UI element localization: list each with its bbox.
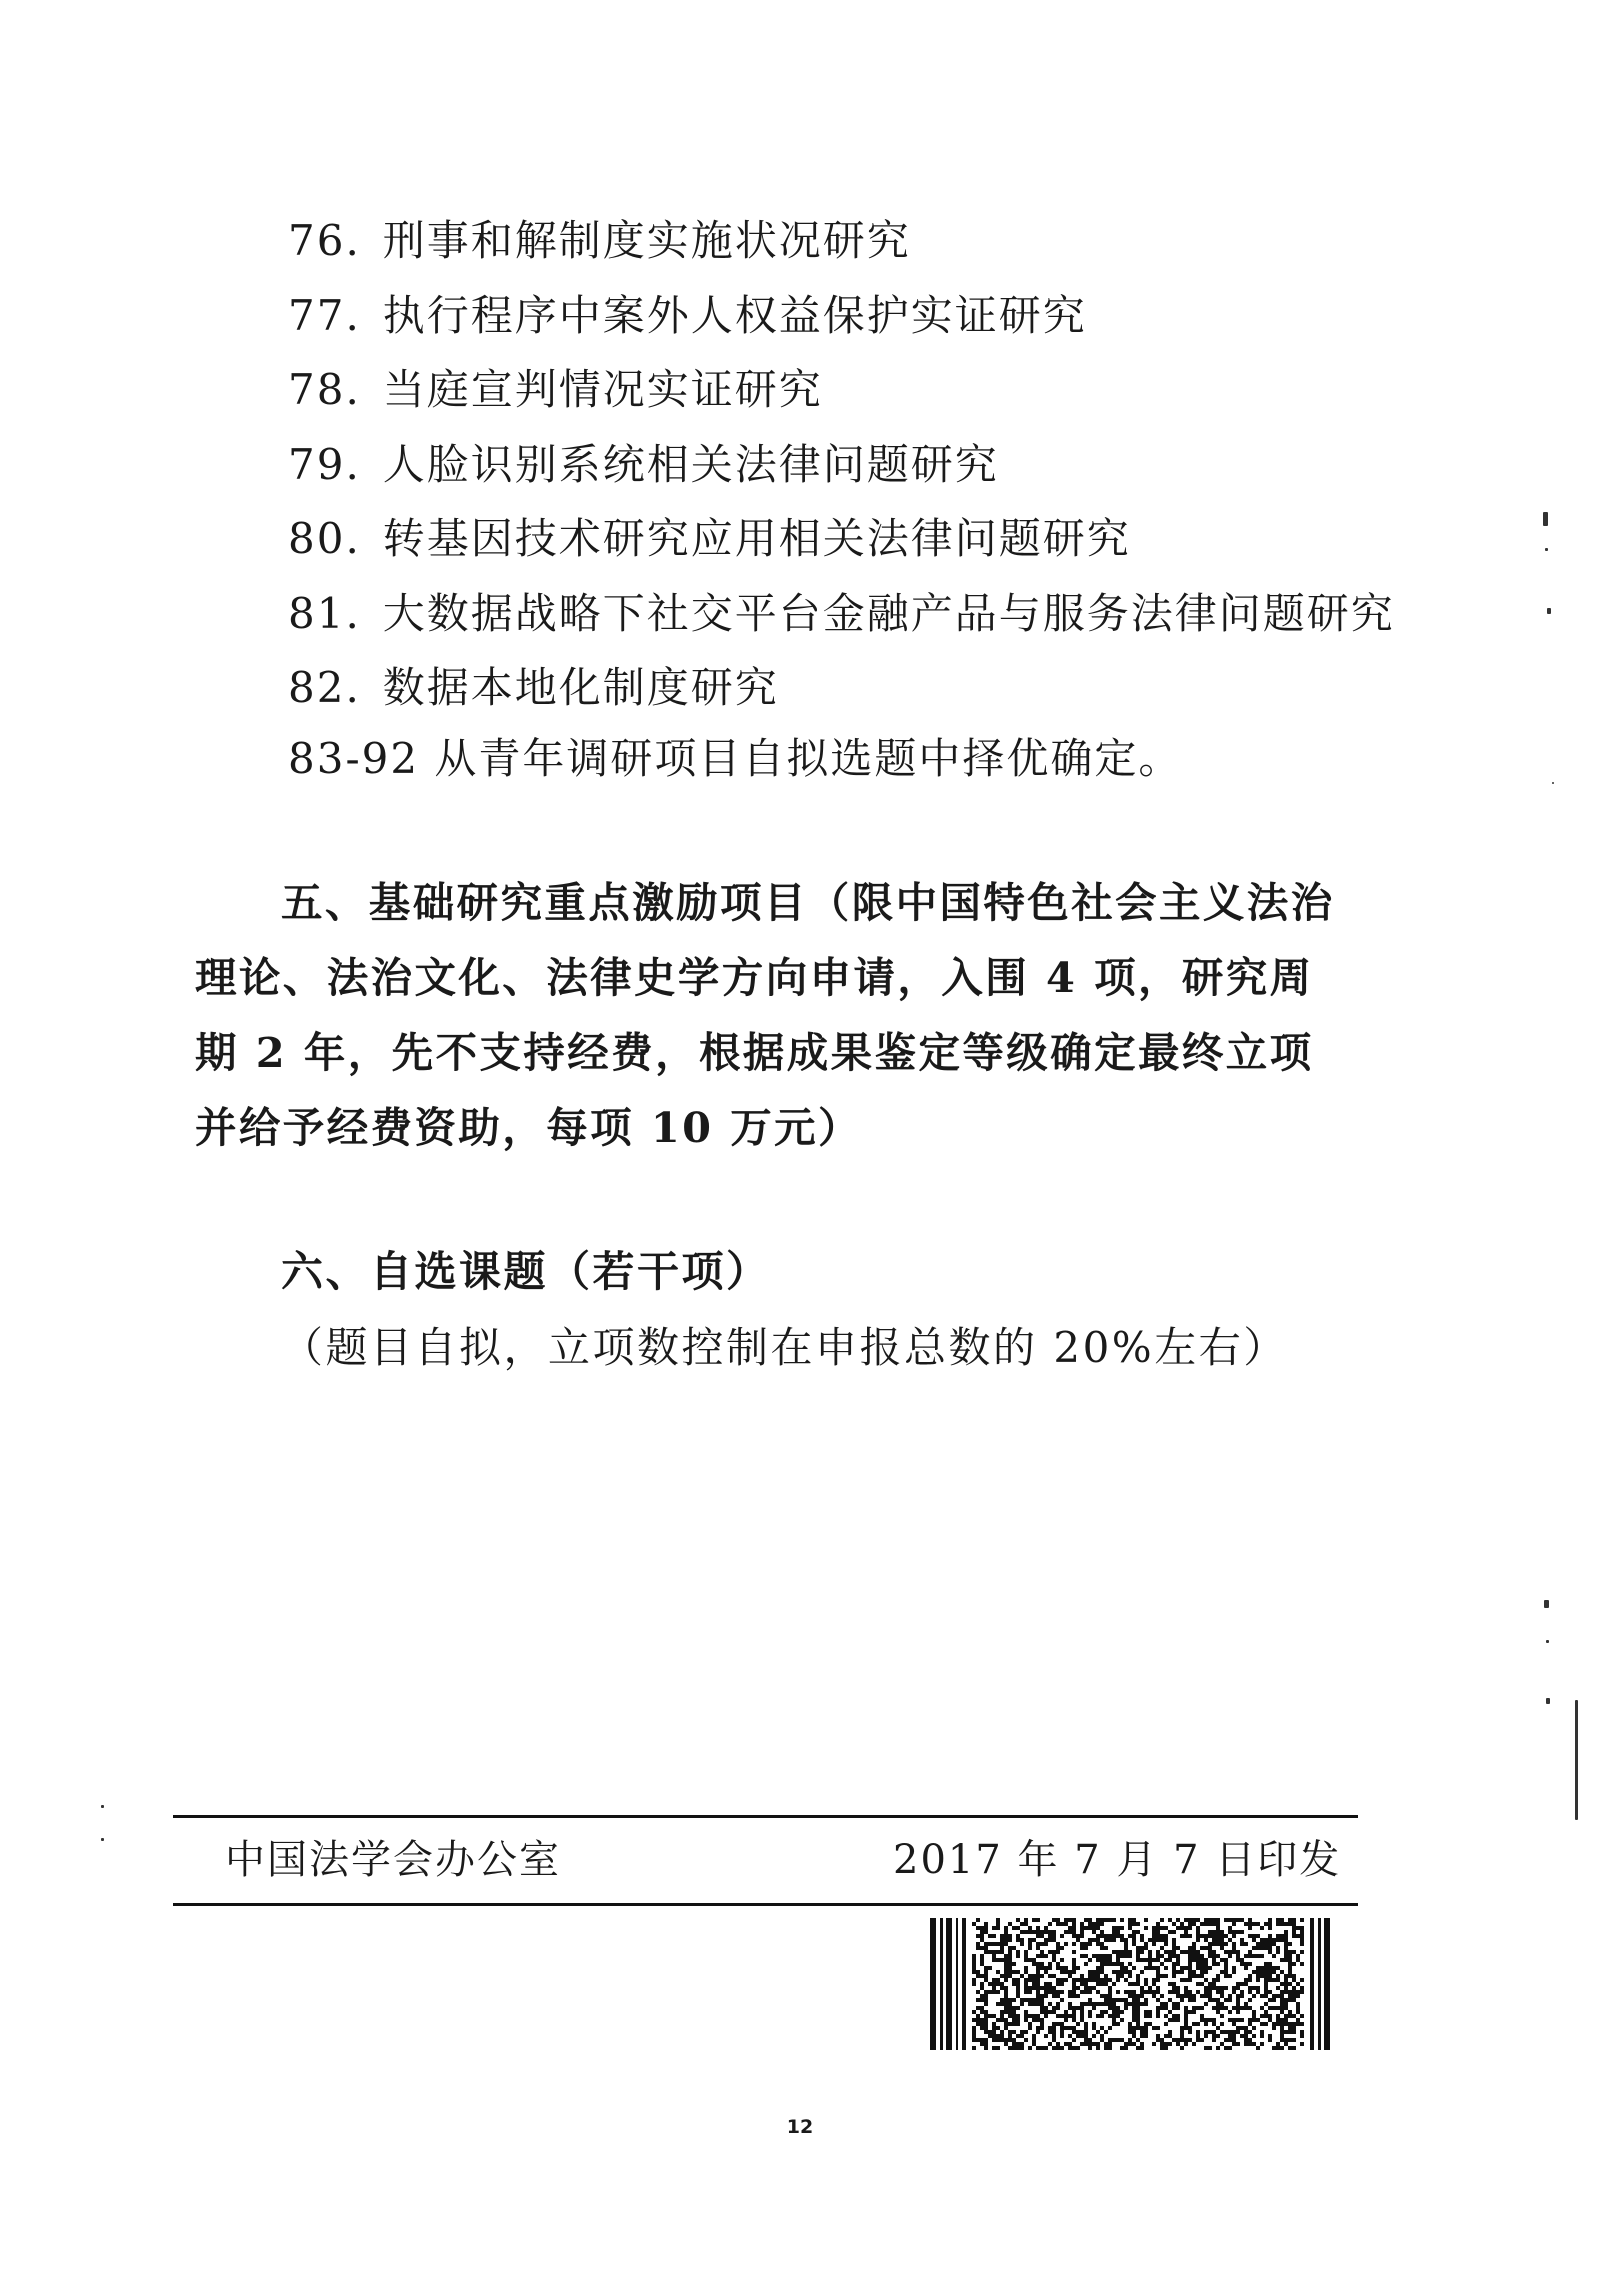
scan-speck [1552, 782, 1554, 784]
item-text: 人脸识别系统相关法律问题研究 [382, 439, 999, 489]
item-number: 82. [288, 663, 361, 712]
list-item [288, 428, 1388, 503]
list-item [288, 651, 1388, 726]
footer-bottom-rule [173, 1903, 1358, 1906]
scan-speck [1547, 608, 1551, 614]
scan-speck [1544, 1600, 1549, 1608]
scan-speck [1543, 512, 1548, 526]
item-text: 转基因技术研究应用相关法律问题研究 [382, 514, 1131, 563]
item-text: 刑事和解制度实施状况研究 [382, 216, 911, 265]
item-text: 大数据战略下社交平台金融产品与服务法律问题研究 [382, 588, 1395, 638]
scan-speck [1546, 1640, 1549, 1643]
footer-top-rule [173, 1815, 1358, 1818]
issue-date: 2017 年 7 月 7 日印发 [893, 1837, 1342, 1883]
scan-speck [101, 1838, 104, 1841]
section-5-text: 五、基础研究重点激励项目（限中国特色社会主义法治理论、法治文化、法律史学方向申请，入围 4 项，研究周期 2 年，先不支持经费，根据成果鉴定等级确定最终立项并给予经费资助，每项 10 万元） [195, 878, 1335, 1152]
item-text: 执行程序中案外人权益保护实证研究 [382, 290, 1087, 340]
item-number: 78. [288, 365, 361, 414]
item-number: 79. [288, 439, 361, 489]
item-number: 80. [288, 514, 361, 563]
scan-speck [1545, 548, 1548, 551]
scan-speck [101, 1805, 104, 1808]
item-number: 81. [288, 588, 361, 638]
item-text: 数据本地化制度研究 [382, 663, 779, 712]
list-item [288, 502, 1388, 577]
list-item [288, 353, 1388, 428]
list-item [288, 279, 1388, 354]
section-6-note: （题目自拟，立项数控制在申报总数的 20%左右） [281, 1323, 1288, 1372]
section-6-heading: 六、自选课题（若干项） [281, 1247, 771, 1296]
scan-speck [1575, 1700, 1578, 1820]
section-5-paragraph [195, 865, 1345, 1165]
item-number: 77. [288, 290, 361, 340]
item-number: 76. [288, 216, 361, 265]
topic-list [288, 204, 1395, 726]
item-text: 当庭宣判情况实证研究 [382, 365, 823, 414]
scan-speck [1546, 1698, 1550, 1704]
list-item [288, 577, 1395, 652]
issuer-name: 中国法学会办公室 [225, 1837, 561, 1883]
page-number: 12 [786, 2116, 814, 2138]
list-item [288, 204, 1388, 279]
barcode-icon [930, 1918, 1330, 2050]
list-note: 83-92 从青年调研项目自拟选题中择优确定。 [288, 734, 1183, 783]
